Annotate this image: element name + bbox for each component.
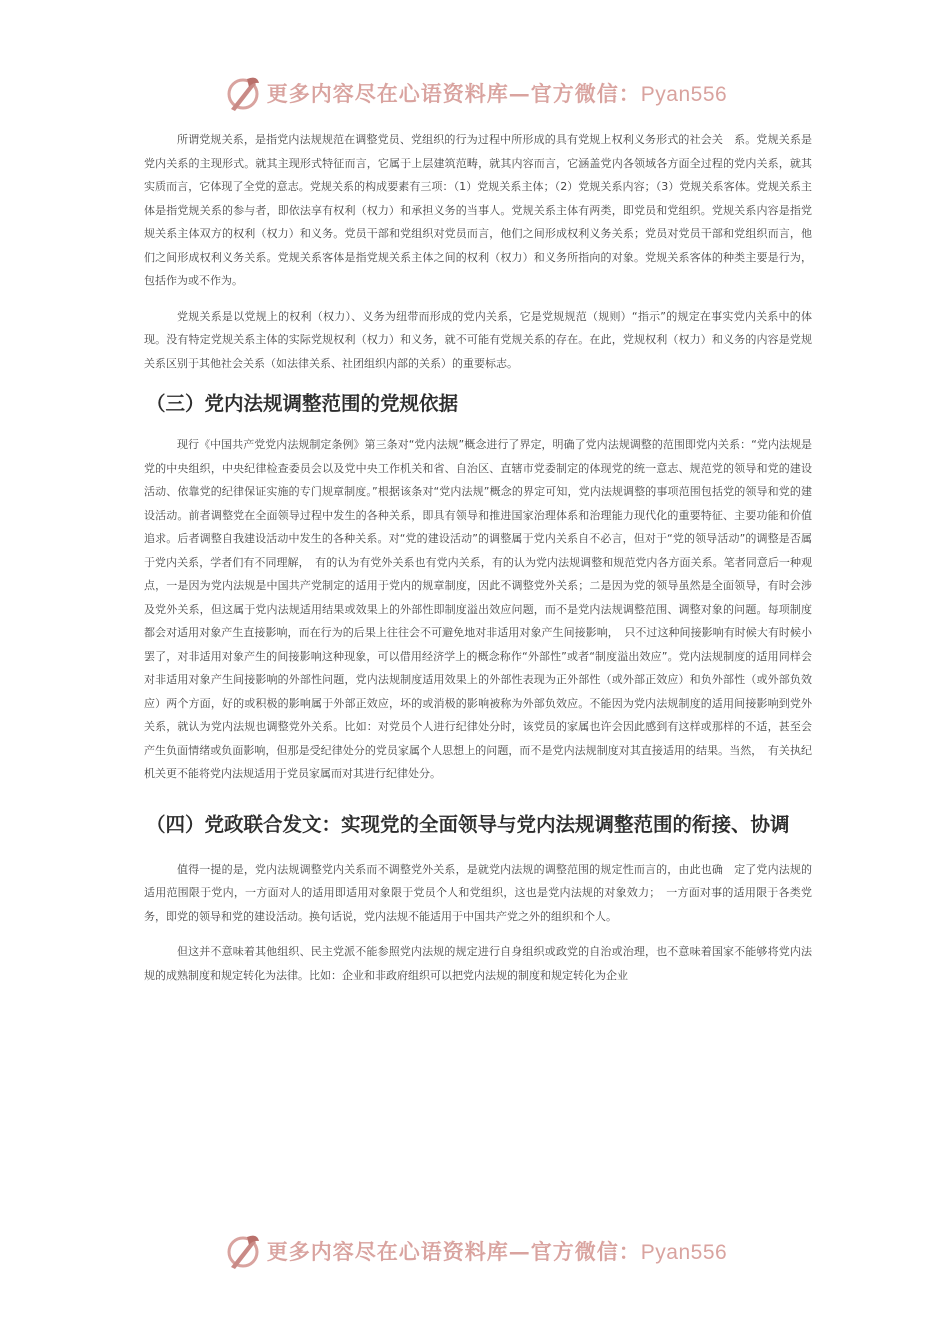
section-4-heading: （四）党政联合发文：实现党的全面领导与党内法规调整范围的衔接、协调 — [146, 812, 790, 836]
paragraph-section-4-b: 但这并不意味着其他组织、民主党派不能参照党内法规的规定进行自身组织或政党的自治或治理，也不意味着国家不能够将党内法规的成熟制度和规定转化为法律。比如：企业和非政府组织可以把党内法规的制度和规定转化为企业 — [144, 945, 812, 982]
watermark-text: 更多内容尽在心语资料库—官方微信：Pyan556 — [266, 81, 728, 106]
paragraph-party-rule-relation: 所谓党规关系，是指党内法规规范在调整党员、党组织的行为过程中所形成的具有党规上权利义务形式的社会关 系。党规关系是党内关系的主现形式。就其主现形式特征而言，它属于上层建筑范畴，就其内容而言，它涵盖党内各领域各方面全过程的党内关系，就其实质而言，它体现了全党的意志。党规关系的构成要素有三项：（1）党规关系主体；（2）党规关系内容；（3）党规关系客体。党规关系主体是指党规关系的参与者，即依法享有权利（权力）和承担义务的当事人。党规关系主体有两类，即党员和党组织。党规关系内容是指党规关系主体双方的权利（权力）和义务。党员干部和党组织对党员而言，他们之间形成权利义务关系；党员对党员干部和党组织而言，他们之间形成权利义务关系。党规关系客体是指党规关系主体之间的权利（权力）和义务所指向的对象。党规关系客体的种类主要是行为，包括作为或不作为。 — [144, 133, 812, 287]
document-body — [144, 128, 812, 999]
quill-circle-icon — [223, 1231, 263, 1271]
bottom-watermark-banner — [0, 1226, 950, 1276]
paragraph-section-3: 现行《中国共产党党内法规制定条例》第三条对“党内法规”概念进行了界定，明确了党内法规调整的范围即党内关系：“党内法规是党的中央组织，中央纪律检查委员会以及党中央工作机关和省、自治区、直辖市党委制定的体现党的统一意志、规范党的领导和党的建设活动、依靠党的纪律保证实施的专门规章制度。”根据该条对“党内法规”概念的界定可知，党内法规调整的事项范围包括党的领导和党的建设活动。前者调整党在全面领导过程中发生的各种关系，即具有领导和推进国家治理体系和治理能力现代化的重要特征、主要功能和价值追求。后者调整自我建设活动中发生的各种关系。对“党的建设活动”的调整属于党内关系自不必言，但对于“党的领导活动”的调整是否属于党内关系，学者们有不同理解， 有的认为有党外关系也有党内关系，有的认为党内法规调整和规范党内各方面关系。笔者同意后一种观点，一是因为党内法规是中国共产党制定的适用于党内的规章制度，因此不调整党外关系；二是因为党的领导虽然是全面领导，有时会涉及党外关系，但这属于党内法规适用结果或效果上的外部性即制度溢出效应问题，而不是党内法规调整范围、调整对象的问题。每项制度都会对适用对象产生直接影响，而在行为的后果上往往会不可避免地对非适用对象产生间接影响， 只不过这种间接影响有时候大有时候小罢了，对非适用对象产生的间接影响这种现象，可以借用经济学上的概念称作“外部性”或者“制度溢出效应”。党内法规制度的适用同样会对非适用对象产生间接影响的外部性问题，党内法规制度适用效果上的外部性表现为正外部性（或外部正效应）和负外部性（或外部负效应）两个方面，好的或积极的影响属于外部正效应，坏的或消极的影响被称为外部负效应。不能因为党内法规制度的适用间接影响到党外关系，就认为党内法规也调整党外关系。比如：对党员个人进行纪律处分时，该党员的家属也许会因此感到有这样或那样的不适，甚至会产生负面情绪或负面影响，但那是受纪律处分的党员家属个人思想上的问题，而不是党内法规制度对其直接适用的结果。当然， 有关执纪机关更不能将党内法规适用于党员家属而对其进行纪律处分。 — [144, 438, 812, 780]
top-watermark-banner — [0, 68, 950, 118]
paragraph-section-4-a: 值得一提的是，党内法规调整党内关系而不调整党外关系，是就党内法规的调整范围的规定性而言的，由此也确 定了党内法规的适用范围限于党内，一方面对人的适用即适用对象限于党员个人和党组织，这也是党内法规的对象效力； 一方面对事的适用限于各类党务，即党的领导和党的建设活动。换句话说，党内法规不能适用于中国共产党之外的组织和个人。 — [144, 862, 812, 923]
paragraph-party-rule-rights: 党规关系是以党规上的权利（权力）、义务为纽带而形成的党内关系，它是党规规范（规则）“指示”的规定在事实党内关系中的体现。没有特定党规关系主体的实际党规权利（权力）和义务，就不可能有党规关系的存在。在此，党规权利（权力）和义务的内容是党规关系区别于其他社会关系（如法律关系、社团组织内部的关系）的重要标志。 — [144, 309, 812, 370]
watermark-text: 更多内容尽在心语资料库—官方微信：Pyan556 — [266, 1239, 728, 1264]
section-3-heading: （三）党内法规调整范围的党规依据 — [146, 392, 459, 415]
quill-circle-icon — [223, 73, 263, 113]
